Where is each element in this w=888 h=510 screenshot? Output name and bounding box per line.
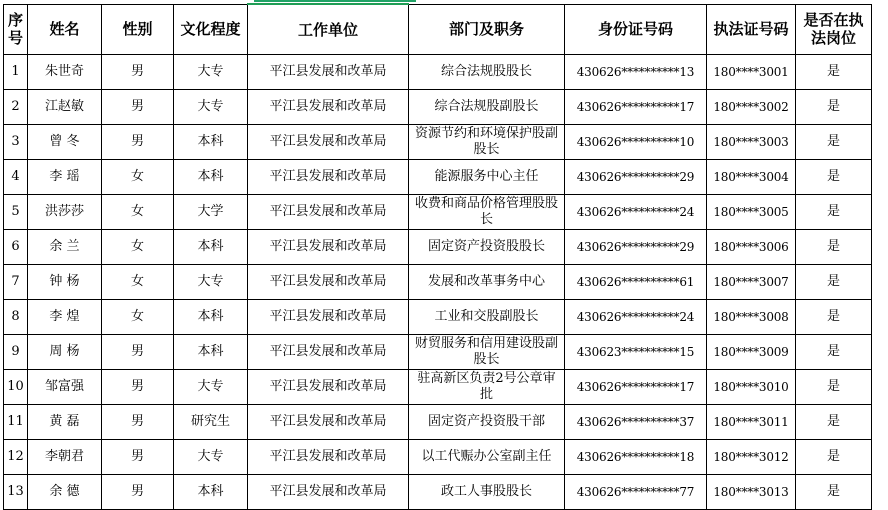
cell-employer[interactable]: 平江县发展和改革局 <box>248 405 409 440</box>
table-row <box>4 440 872 475</box>
cell-on-duty[interactable]: 是 <box>796 405 872 440</box>
cell-employer[interactable]: 平江县发展和改革局 <box>248 125 409 160</box>
cell-license-number[interactable]: 180****3001 <box>707 55 796 90</box>
cell-gender[interactable]: 女 <box>102 195 174 230</box>
cell-education[interactable]: 大专 <box>174 265 248 300</box>
cell-license-number[interactable]: 180****3002 <box>707 90 796 125</box>
cell-employer[interactable]: 平江县发展和改革局 <box>248 195 409 230</box>
table-row <box>4 160 872 195</box>
header-dept-position[interactable]: 部门及职务 <box>409 4 565 55</box>
cell-license-number[interactable]: 180****3012 <box>707 440 796 475</box>
cell-employer[interactable]: 平江县发展和改革局 <box>248 335 409 370</box>
cell-employer[interactable]: 平江县发展和改革局 <box>248 90 409 125</box>
cell-gender[interactable]: 男 <box>102 475 174 510</box>
header-employer[interactable]: 工作单位 <box>248 4 409 55</box>
cell-name[interactable]: 李 瑶 <box>28 160 102 195</box>
cell-on-duty[interactable]: 是 <box>796 370 872 405</box>
cell-id-number[interactable]: 430626**********18 <box>565 440 707 475</box>
cell-employer[interactable]: 平江县发展和改革局 <box>248 55 409 90</box>
table-row <box>4 125 872 160</box>
cell-education[interactable]: 本科 <box>174 125 248 160</box>
cell-on-duty[interactable]: 是 <box>796 265 872 300</box>
cell-license-number[interactable]: 180****3010 <box>707 370 796 405</box>
cell-on-duty[interactable]: 是 <box>796 440 872 475</box>
cell-name[interactable]: 周 杨 <box>28 335 102 370</box>
cell-dept-position[interactable]: 工业和交股副股长 <box>409 300 565 335</box>
cell-employer[interactable]: 平江县发展和改革局 <box>248 160 409 195</box>
cell-education[interactable]: 大专 <box>174 90 248 125</box>
cell-gender[interactable]: 男 <box>102 440 174 475</box>
table-row <box>4 195 872 230</box>
cell-on-duty[interactable]: 是 <box>796 195 872 230</box>
cell-seq[interactable]: 7 <box>4 265 28 300</box>
cell-id-number[interactable]: 430626**********29 <box>565 160 707 195</box>
table-body <box>4 55 872 510</box>
header-gender[interactable]: 性别 <box>102 4 174 55</box>
cell-seq[interactable]: 13 <box>4 475 28 510</box>
cell-employer[interactable]: 平江县发展和改革局 <box>248 230 409 265</box>
cell-name[interactable]: 余 德 <box>28 475 102 510</box>
cell-name[interactable]: 李朝君 <box>28 440 102 475</box>
table-row <box>4 335 872 370</box>
table-row <box>4 370 872 405</box>
cell-dept-position[interactable]: 财贸服务和信用建设股副股长 <box>409 335 565 370</box>
cell-id-number[interactable]: 430626**********77 <box>565 475 707 510</box>
cell-education[interactable]: 研究生 <box>174 405 248 440</box>
cell-id-number[interactable]: 430626**********13 <box>565 55 707 90</box>
cell-license-number[interactable]: 180****3004 <box>707 160 796 195</box>
cell-seq[interactable]: 12 <box>4 440 28 475</box>
cell-on-duty[interactable]: 是 <box>796 125 872 160</box>
cell-education[interactable]: 大专 <box>174 370 248 405</box>
cell-seq[interactable]: 10 <box>4 370 28 405</box>
cell-license-number[interactable]: 180****3007 <box>707 265 796 300</box>
cell-dept-position[interactable]: 以工代赈办公室副主任 <box>409 440 565 475</box>
cell-seq[interactable]: 6 <box>4 230 28 265</box>
cell-employer[interactable]: 平江县发展和改革局 <box>248 440 409 475</box>
cell-id-number[interactable]: 430626**********24 <box>565 195 707 230</box>
selected-column-indicator <box>254 0 416 2</box>
cell-dept-position[interactable]: 固定资产投资股股长 <box>409 230 565 265</box>
cell-license-number[interactable]: 180****3011 <box>707 405 796 440</box>
cell-employer[interactable]: 平江县发展和改革局 <box>248 300 409 335</box>
cell-education[interactable]: 大专 <box>174 440 248 475</box>
cell-name[interactable]: 余 兰 <box>28 230 102 265</box>
cell-name[interactable]: 朱世奇 <box>28 55 102 90</box>
cell-id-number[interactable]: 430626**********17 <box>565 90 707 125</box>
cell-seq[interactable]: 8 <box>4 300 28 335</box>
cell-name[interactable]: 曾 冬 <box>28 125 102 160</box>
cell-name[interactable]: 黄 磊 <box>28 405 102 440</box>
table-row <box>4 265 872 300</box>
cell-dept-position[interactable]: 能源服务中心主任 <box>409 160 565 195</box>
cell-education[interactable]: 本科 <box>174 230 248 265</box>
cell-gender[interactable]: 男 <box>102 90 174 125</box>
cell-gender[interactable]: 男 <box>102 405 174 440</box>
cell-license-number[interactable]: 180****3005 <box>707 195 796 230</box>
cell-dept-position[interactable]: 驻高新区负责2号公章审批 <box>409 370 565 405</box>
cell-dept-position[interactable]: 综合法规股副股长 <box>409 90 565 125</box>
cell-dept-position[interactable]: 固定资产投资股干部 <box>409 405 565 440</box>
table-row <box>4 55 872 90</box>
table-row <box>4 405 872 440</box>
cell-id-number[interactable]: 430626**********61 <box>565 265 707 300</box>
header-row <box>4 4 872 55</box>
cell-gender[interactable]: 男 <box>102 55 174 90</box>
cell-gender[interactable]: 女 <box>102 265 174 300</box>
cell-license-number[interactable]: 180****3008 <box>707 300 796 335</box>
cell-seq[interactable]: 4 <box>4 160 28 195</box>
cell-gender[interactable]: 男 <box>102 335 174 370</box>
cell-dept-position[interactable]: 资源节约和环境保护股副股长 <box>409 125 565 160</box>
cell-name[interactable]: 钟 杨 <box>28 265 102 300</box>
cell-name[interactable]: 洪莎莎 <box>28 195 102 230</box>
cell-id-number[interactable]: 430626**********29 <box>565 230 707 265</box>
cell-license-number[interactable]: 180****3006 <box>707 230 796 265</box>
cell-seq[interactable]: 9 <box>4 335 28 370</box>
header-name[interactable]: 姓名 <box>28 4 102 55</box>
cell-id-number[interactable]: 430623**********15 <box>565 335 707 370</box>
cell-employer[interactable]: 平江县发展和改革局 <box>248 370 409 405</box>
table-row <box>4 300 872 335</box>
cell-education[interactable]: 本科 <box>174 300 248 335</box>
cell-gender[interactable]: 男 <box>102 370 174 405</box>
table-row <box>4 475 872 510</box>
cell-gender[interactable]: 女 <box>102 300 174 335</box>
cell-gender[interactable]: 女 <box>102 230 174 265</box>
header-seq[interactable]: 序号 <box>4 4 28 55</box>
personnel-table <box>3 3 872 510</box>
cell-seq[interactable]: 5 <box>4 195 28 230</box>
cell-license-number[interactable]: 180****3003 <box>707 125 796 160</box>
cell-license-number[interactable]: 180****3009 <box>707 335 796 370</box>
cell-education[interactable]: 大学 <box>174 195 248 230</box>
cell-on-duty[interactable]: 是 <box>796 90 872 125</box>
cell-gender[interactable]: 女 <box>102 160 174 195</box>
header-id-number[interactable]: 身份证号码 <box>565 4 707 55</box>
table-row <box>4 230 872 265</box>
header-on-duty[interactable]: 是否在执法岗位 <box>796 4 872 55</box>
cell-on-duty[interactable]: 是 <box>796 230 872 265</box>
cell-gender[interactable]: 男 <box>102 125 174 160</box>
cell-id-number[interactable]: 430626**********37 <box>565 405 707 440</box>
cell-education[interactable]: 本科 <box>174 335 248 370</box>
cell-on-duty[interactable]: 是 <box>796 160 872 195</box>
cell-name[interactable]: 李 煌 <box>28 300 102 335</box>
cell-dept-position[interactable]: 综合法规股股长 <box>409 55 565 90</box>
cell-dept-position[interactable]: 收费和商品价格管理股股长 <box>409 195 565 230</box>
cell-education[interactable]: 大专 <box>174 55 248 90</box>
cell-name[interactable]: 邹富强 <box>28 370 102 405</box>
cell-education[interactable]: 本科 <box>174 475 248 510</box>
table-row <box>4 90 872 125</box>
cell-on-duty[interactable]: 是 <box>796 300 872 335</box>
header-education[interactable]: 文化程度 <box>174 4 248 55</box>
header-license-number[interactable]: 执法证号码 <box>707 4 796 55</box>
cell-dept-position[interactable]: 发展和改革事务中心 <box>409 265 565 300</box>
cell-seq[interactable]: 1 <box>4 55 28 90</box>
cell-seq[interactable]: 11 <box>4 405 28 440</box>
cell-on-duty[interactable]: 是 <box>796 55 872 90</box>
cell-on-duty[interactable]: 是 <box>796 335 872 370</box>
cell-employer[interactable]: 平江县发展和改革局 <box>248 265 409 300</box>
cell-id-number[interactable]: 430626**********24 <box>565 300 707 335</box>
cell-license-number[interactable]: 180****3013 <box>707 475 796 510</box>
cell-on-duty[interactable]: 是 <box>796 475 872 510</box>
cell-dept-position[interactable]: 政工人事股股长 <box>409 475 565 510</box>
cell-employer[interactable]: 平江县发展和改革局 <box>248 475 409 510</box>
cell-name[interactable]: 江赵敏 <box>28 90 102 125</box>
cell-seq[interactable]: 3 <box>4 125 28 160</box>
cell-seq[interactable]: 2 <box>4 90 28 125</box>
cell-id-number[interactable]: 430626**********17 <box>565 370 707 405</box>
cell-education[interactable]: 本科 <box>174 160 248 195</box>
cell-id-number[interactable]: 430626**********10 <box>565 125 707 160</box>
